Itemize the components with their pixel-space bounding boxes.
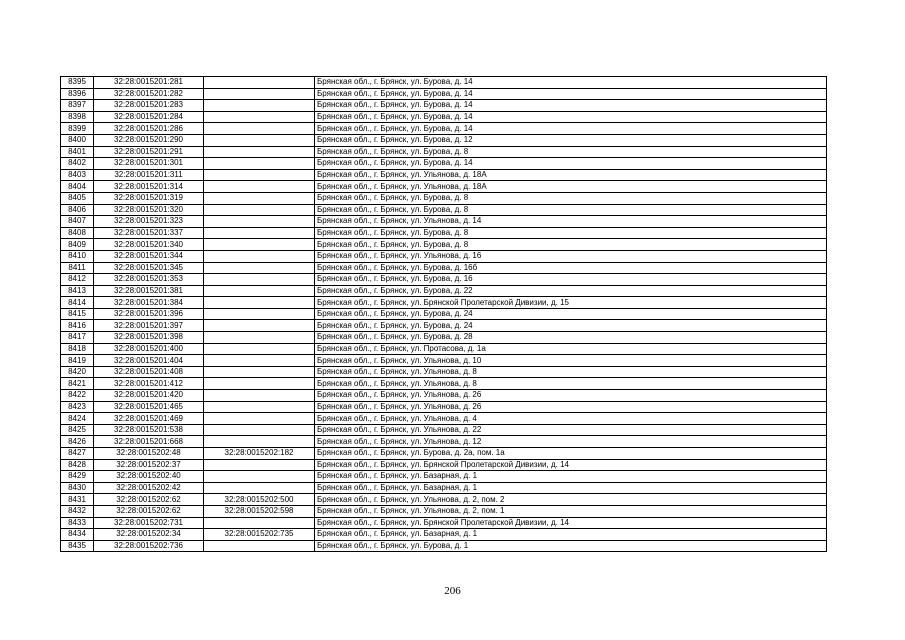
cadastral-number-cell: 32:28:0015201:400: [94, 343, 204, 355]
row-number-cell: 8398: [61, 111, 94, 123]
parent-cadastral-number-cell: [204, 355, 315, 367]
row-number-cell: 8403: [61, 169, 94, 181]
parent-cadastral-number-cell: [204, 471, 315, 483]
address-cell: Брянская обл., г. Брянск, ул. Ульянова, д. 18А: [315, 169, 827, 181]
parent-cadastral-number-cell: [204, 274, 315, 286]
cadastral-number-cell: 32:28:0015201:404: [94, 355, 204, 367]
parent-cadastral-number-cell: 32:28:0015202:735: [204, 529, 315, 541]
table-row: [61, 308, 827, 320]
parent-cadastral-number-cell: [204, 123, 315, 135]
table-row: [61, 424, 827, 436]
address-cell: Брянская обл., г. Брянск, ул. Бурова, д. 8: [315, 239, 827, 251]
address-cell: Брянская обл., г. Брянск, ул. Бурова, д. 16: [315, 274, 827, 286]
cadastral-number-cell: 32:28:0015201:282: [94, 88, 204, 100]
address-cell: Брянская обл., г. Брянск, ул. Бурова, д. 28: [315, 332, 827, 344]
address-cell: Брянская обл., г. Брянск, ул. Бурова, д. 24: [315, 308, 827, 320]
parent-cadastral-number-cell: [204, 540, 315, 552]
address-cell: Брянская обл., г. Брянск, ул. Ульянова, д. 26: [315, 390, 827, 402]
table-row: [61, 77, 827, 89]
table-row: [61, 448, 827, 460]
table-row: [61, 517, 827, 529]
cadastral-number-cell: 32:28:0015201:538: [94, 424, 204, 436]
address-cell: Брянская обл., г. Брянск, ул. Ульянова, д. 4: [315, 413, 827, 425]
row-number-cell: 8431: [61, 494, 94, 506]
row-number-cell: 8416: [61, 320, 94, 332]
address-cell: Брянская обл., г. Брянск, ул. Ульянова, д. 10: [315, 355, 827, 367]
cadastral-number-cell: 32:28:0015201:286: [94, 123, 204, 135]
parent-cadastral-number-cell: [204, 192, 315, 204]
row-number-cell: 8399: [61, 123, 94, 135]
parent-cadastral-number-cell: [204, 517, 315, 529]
parent-cadastral-number-cell: [204, 227, 315, 239]
row-number-cell: 8408: [61, 227, 94, 239]
cadastral-number-cell: 32:28:0015202:62: [94, 494, 204, 506]
table-row: [61, 227, 827, 239]
address-cell: Брянская обл., г. Брянск, ул. Бурова, д. 1: [315, 540, 827, 552]
cadastral-number-cell: 32:28:0015201:345: [94, 262, 204, 274]
address-cell: Брянская обл., г. Брянск, ул. Базарная, д. 1: [315, 482, 827, 494]
address-cell: Брянская обл., г. Брянск, ул. Ульянова, д. 18А: [315, 181, 827, 193]
parent-cadastral-number-cell: [204, 297, 315, 309]
cadastral-number-cell: 32:28:0015201:353: [94, 274, 204, 286]
parent-cadastral-number-cell: [204, 285, 315, 297]
parent-cadastral-number-cell: [204, 204, 315, 216]
address-cell: Брянская обл., г. Брянск, ул. Бурова, д. 8: [315, 204, 827, 216]
table-row: [61, 262, 827, 274]
parent-cadastral-number-cell: [204, 88, 315, 100]
row-number-cell: 8426: [61, 436, 94, 448]
address-cell: Брянская обл., г. Брянск, ул. Брянской Пролетарской Дивизии, д. 14: [315, 517, 827, 529]
table-row: [61, 482, 827, 494]
table-row: [61, 134, 827, 146]
table-row: [61, 401, 827, 413]
cadastral-number-cell: 32:28:0015202:34: [94, 529, 204, 541]
row-number-cell: 8425: [61, 424, 94, 436]
table-row: [61, 239, 827, 251]
table-row: [61, 459, 827, 471]
address-cell: Брянская обл., г. Брянск, ул. Бурова, д. 14: [315, 77, 827, 89]
address-cell: Брянская обл., г. Брянск, ул. Ульянова, д. 8: [315, 378, 827, 390]
row-number-cell: 8397: [61, 100, 94, 112]
table-row: [61, 158, 827, 170]
parent-cadastral-number-cell: [204, 482, 315, 494]
cadastral-number-cell: 32:28:0015201:384: [94, 297, 204, 309]
row-number-cell: 8417: [61, 332, 94, 344]
cadastral-number-cell: 32:28:0015201:311: [94, 169, 204, 181]
table-row: [61, 390, 827, 402]
parent-cadastral-number-cell: [204, 239, 315, 251]
address-cell: Брянская обл., г. Брянск, ул. Бурова, д. 14: [315, 88, 827, 100]
parent-cadastral-number-cell: [204, 146, 315, 158]
parent-cadastral-number-cell: [204, 343, 315, 355]
table-row: [61, 181, 827, 193]
table-row: [61, 111, 827, 123]
parent-cadastral-number-cell: [204, 366, 315, 378]
row-number-cell: 8419: [61, 355, 94, 367]
table-row: [61, 100, 827, 112]
address-cell: Брянская обл., г. Брянск, ул. Бурова, д. 8: [315, 146, 827, 158]
address-cell: Брянская обл., г. Брянск, ул. Бурова, д. 14: [315, 158, 827, 170]
row-number-cell: 8421: [61, 378, 94, 390]
address-cell: Брянская обл., г. Брянск, ул. Ульянова, д. 2, пом. 2: [315, 494, 827, 506]
cadastral-number-cell: 32:28:0015201:337: [94, 227, 204, 239]
parent-cadastral-number-cell: [204, 77, 315, 89]
parent-cadastral-number-cell: [204, 436, 315, 448]
row-number-cell: 8407: [61, 216, 94, 228]
cadastral-table: [60, 76, 827, 552]
cadastral-number-cell: 32:28:0015201:412: [94, 378, 204, 390]
table-row: [61, 366, 827, 378]
cadastral-number-cell: 32:28:0015201:397: [94, 320, 204, 332]
address-cell: Брянская обл., г. Брянск, ул. Ульянова, д. 16: [315, 250, 827, 262]
row-number-cell: 8418: [61, 343, 94, 355]
address-cell: Брянская обл., г. Брянск, ул. Базарная, д. 1: [315, 529, 827, 541]
parent-cadastral-number-cell: [204, 158, 315, 170]
table-row: [61, 332, 827, 344]
row-number-cell: 8424: [61, 413, 94, 425]
table-row: [61, 285, 827, 297]
row-number-cell: 8411: [61, 262, 94, 274]
table-row: [61, 216, 827, 228]
cadastral-number-cell: 32:28:0015201:344: [94, 250, 204, 262]
table-row: [61, 343, 827, 355]
table-row: [61, 192, 827, 204]
row-number-cell: 8429: [61, 471, 94, 483]
table-row: [61, 436, 827, 448]
table-row: [61, 274, 827, 286]
table-row: [61, 540, 827, 552]
row-number-cell: 8434: [61, 529, 94, 541]
parent-cadastral-number-cell: 32:28:0015202:182: [204, 448, 315, 460]
row-number-cell: 8409: [61, 239, 94, 251]
parent-cadastral-number-cell: [204, 390, 315, 402]
page-number: 206: [444, 585, 461, 597]
cadastral-number-cell: 32:28:0015201:283: [94, 100, 204, 112]
parent-cadastral-number-cell: [204, 308, 315, 320]
cadastral-number-cell: 32:28:0015201:290: [94, 134, 204, 146]
parent-cadastral-number-cell: [204, 262, 315, 274]
address-cell: Брянская обл., г. Брянск, ул. Ульянова, д. 8: [315, 366, 827, 378]
parent-cadastral-number-cell: [204, 459, 315, 471]
row-number-cell: 8412: [61, 274, 94, 286]
cadastral-number-cell: 32:28:0015202:62: [94, 505, 204, 517]
cadastral-number-cell: 32:28:0015201:381: [94, 285, 204, 297]
row-number-cell: 8402: [61, 158, 94, 170]
parent-cadastral-number-cell: [204, 134, 315, 146]
row-number-cell: 8427: [61, 448, 94, 460]
row-number-cell: 8415: [61, 308, 94, 320]
row-number-cell: 8410: [61, 250, 94, 262]
parent-cadastral-number-cell: [204, 413, 315, 425]
address-cell: Брянская обл., г. Брянск, ул. Базарная, д. 1: [315, 471, 827, 483]
row-number-cell: 8396: [61, 88, 94, 100]
parent-cadastral-number-cell: [204, 378, 315, 390]
address-cell: Брянская обл., г. Брянск, ул. Ульянова, д. 2, пом. 1: [315, 505, 827, 517]
cadastral-number-cell: 32:28:0015201:323: [94, 216, 204, 228]
table-row: [61, 471, 827, 483]
address-cell: Брянская обл., г. Брянск, ул. Брянской Пролетарской Дивизии, д. 14: [315, 459, 827, 471]
cadastral-number-cell: 32:28:0015201:281: [94, 77, 204, 89]
row-number-cell: 8414: [61, 297, 94, 309]
cadastral-number-cell: 32:28:0015201:668: [94, 436, 204, 448]
address-cell: Брянская обл., г. Брянск, ул. Бурова, д. 14: [315, 111, 827, 123]
table-row: [61, 204, 827, 216]
table-row: [61, 297, 827, 309]
address-cell: Брянская обл., г. Брянск, ул. Протасова, д. 1а: [315, 343, 827, 355]
row-number-cell: 8405: [61, 192, 94, 204]
table-row: [61, 529, 827, 541]
cadastral-number-cell: 32:28:0015201:320: [94, 204, 204, 216]
row-number-cell: 8395: [61, 77, 94, 89]
row-number-cell: 8413: [61, 285, 94, 297]
address-cell: Брянская обл., г. Брянск, ул. Бурова, д. 8: [315, 192, 827, 204]
parent-cadastral-number-cell: [204, 169, 315, 181]
cadastral-number-cell: 32:28:0015201:301: [94, 158, 204, 170]
address-cell: Брянская обл., г. Брянск, ул. Бурова, д. 16б: [315, 262, 827, 274]
address-cell: Брянская обл., г. Брянск, ул. Бурова, д. 14: [315, 100, 827, 112]
address-cell: Брянская обл., г. Брянск, ул. Бурова, д. 22: [315, 285, 827, 297]
address-cell: Брянская обл., г. Брянск, ул. Ульянова, д. 26: [315, 401, 827, 413]
table-row: [61, 355, 827, 367]
table-row: [61, 505, 827, 517]
address-cell: Брянская обл., г. Брянск, ул. Бурова, д. 24: [315, 320, 827, 332]
address-cell: Брянская обл., г. Брянск, ул. Бурова, д. 14: [315, 123, 827, 135]
table-row: [61, 88, 827, 100]
cadastral-number-cell: 32:28:0015201:469: [94, 413, 204, 425]
address-cell: Брянская обл., г. Брянск, ул. Бурова, д. 8: [315, 227, 827, 239]
address-cell: Брянская обл., г. Брянск, ул. Брянской Пролетарской Дивизии, д. 15: [315, 297, 827, 309]
table-row: [61, 378, 827, 390]
cadastral-number-cell: 32:28:0015201:420: [94, 390, 204, 402]
row-number-cell: 8423: [61, 401, 94, 413]
table-row: [61, 169, 827, 181]
table-row: [61, 250, 827, 262]
parent-cadastral-number-cell: [204, 181, 315, 193]
parent-cadastral-number-cell: [204, 424, 315, 436]
cadastral-number-cell: 32:28:0015201:340: [94, 239, 204, 251]
cadastral-number-cell: 32:28:0015201:291: [94, 146, 204, 158]
cadastral-number-cell: 32:28:0015202:40: [94, 471, 204, 483]
parent-cadastral-number-cell: [204, 100, 315, 112]
address-cell: Брянская обл., г. Брянск, ул. Ульянова, д. 22: [315, 424, 827, 436]
row-number-cell: 8430: [61, 482, 94, 494]
row-number-cell: 8432: [61, 505, 94, 517]
cadastral-number-cell: 32:28:0015202:731: [94, 517, 204, 529]
address-cell: Брянская обл., г. Брянск, ул. Ульянова, д. 12: [315, 436, 827, 448]
row-number-cell: 8433: [61, 517, 94, 529]
parent-cadastral-number-cell: [204, 401, 315, 413]
parent-cadastral-number-cell: 32:28:0015202:598: [204, 505, 315, 517]
cadastral-number-cell: 32:28:0015201:408: [94, 366, 204, 378]
cadastral-number-cell: 32:28:0015201:465: [94, 401, 204, 413]
row-number-cell: 8400: [61, 134, 94, 146]
cadastral-number-cell: 32:28:0015201:396: [94, 308, 204, 320]
cadastral-number-cell: 32:28:0015202:37: [94, 459, 204, 471]
parent-cadastral-number-cell: [204, 320, 315, 332]
row-number-cell: 8420: [61, 366, 94, 378]
address-cell: Брянская обл., г. Брянск, ул. Бурова, д. 12: [315, 134, 827, 146]
row-number-cell: 8422: [61, 390, 94, 402]
parent-cadastral-number-cell: [204, 216, 315, 228]
table-row: [61, 320, 827, 332]
row-number-cell: 8406: [61, 204, 94, 216]
row-number-cell: 8401: [61, 146, 94, 158]
cadastral-table-body: [61, 77, 827, 552]
row-number-cell: 8428: [61, 459, 94, 471]
cadastral-number-cell: 32:28:0015201:319: [94, 192, 204, 204]
cadastral-number-cell: 32:28:0015201:284: [94, 111, 204, 123]
parent-cadastral-number-cell: [204, 332, 315, 344]
address-cell: Брянская обл., г. Брянск, ул. Бурова, д. 2а, пом. 1а: [315, 448, 827, 460]
cadastral-number-cell: 32:28:0015202:42: [94, 482, 204, 494]
parent-cadastral-number-cell: 32:28:0015202:500: [204, 494, 315, 506]
table-row: [61, 413, 827, 425]
cadastral-number-cell: 32:28:0015202:48: [94, 448, 204, 460]
cadastral-number-cell: 32:28:0015202:736: [94, 540, 204, 552]
row-number-cell: 8435: [61, 540, 94, 552]
cadastral-number-cell: 32:28:0015201:314: [94, 181, 204, 193]
table-row: [61, 146, 827, 158]
parent-cadastral-number-cell: [204, 111, 315, 123]
cadastral-number-cell: 32:28:0015201:398: [94, 332, 204, 344]
row-number-cell: 8404: [61, 181, 94, 193]
parent-cadastral-number-cell: [204, 250, 315, 262]
table-row: [61, 494, 827, 506]
address-cell: Брянская обл., г. Брянск, ул. Ульянова, д. 14: [315, 216, 827, 228]
table-row: [61, 123, 827, 135]
